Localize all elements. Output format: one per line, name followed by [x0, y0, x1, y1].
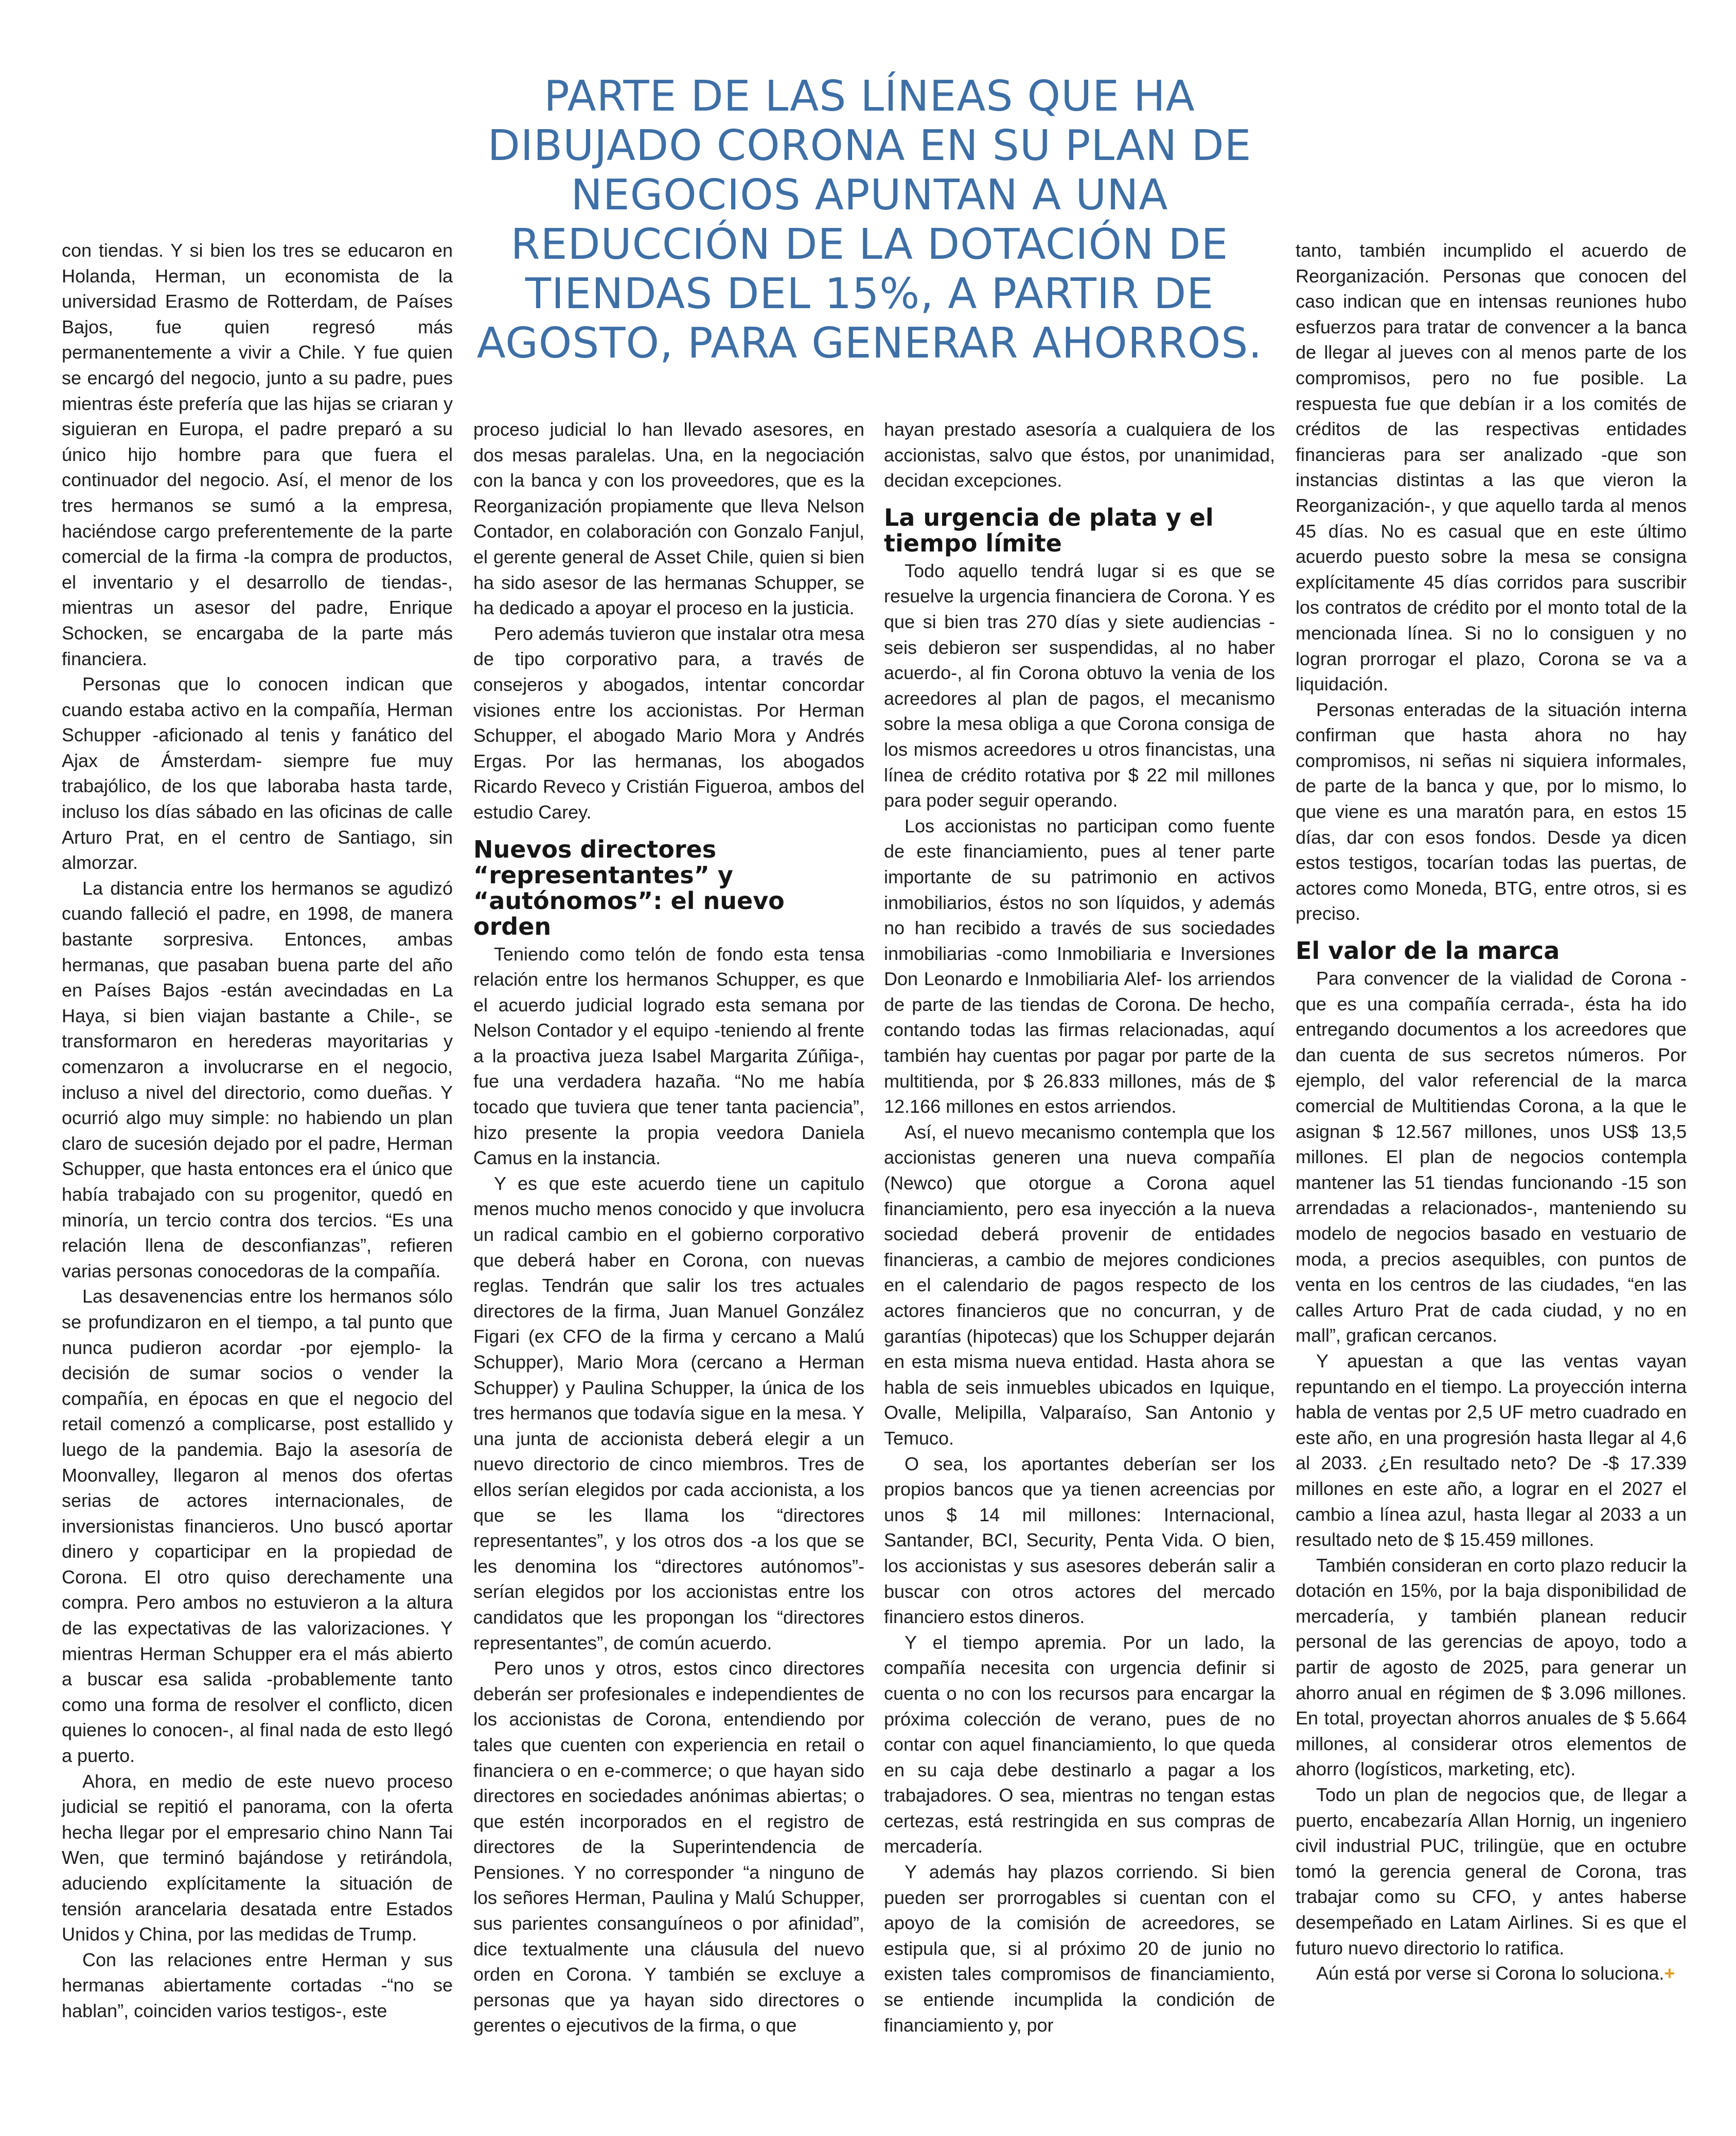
closing-sentence: Aún está por verse si Corona lo soluciona. — [1316, 1963, 1664, 1984]
paragraph: Y es que este acuerdo tiene un capitulo menos mucho menos conocido y que involucra un radical cambio en el gobierno corporativo que deberá haber en Corona, con nuevas reglas. Tendrán que salir los tres actuales directores de la firma, Juan Manuel González Figari (ex CFO de la firma y cercano a Malú Schupper), Mario Mora (cercano a Herman Schupper) y Paulina Schupper, la única de los tres hermanos que todavía sigue en la mesa. Y una junta de accionista deberá elegir a un nuevo directorio de cinco miembros. Tres de ellos serían elegidos por cada accionista, a los que se les llama los “directores representantes”, y los otros dos -a los que se les denomina los “directores autónomos”- serían elegidos por los accionistas entre los candidatos que les propongan los “directores representantes”, de común acuerdo. — [473, 1172, 864, 1653]
article-column-1 — [62, 238, 453, 2024]
paragraph: Y además hay plazos corriendo. Si bien pueden ser prorrogables si cuentan con el apoyo de la comisión de acreedores, se estipula que, si al próximo 20 de junio no existen tales compromisos de financiamiento, se entiende incumplida la condición de financiamiento y, por — [884, 1861, 1275, 2036]
paragraph: Pero unos y otros, estos cinco directores deberán ser profesionales e independientes de los accionistas de Corona, entendiendo por tales que cuenten con experiencia en retail o financiera o en e-commerce; o que hayan sido directores en sociedades anónimas abiertas; o que estén incorporados en el registro de directores de la Superintendencia de Pensiones. Y no corresponder “a ninguno de los señores Herman, Paulina y Malú Schupper, sus parientes consanguíneos o por afinidad”, dice textualmente una cláusula del nuevo orden en Corona. Y también se excluye a personas que ya hayan sido directores o gerentes o ejecutivos de la firma, o que — [473, 1658, 864, 2036]
paragraph: Las desavenencias entre los hermanos sólo se profundizaron en el tiempo, a tal punto que nunca pudieron acordar -por ejemplo- la decisión de sumar socios o vender la compañía, en épocas en que el negocio del retail comenzó a complicarse, post estallido y luego de la pandemia. Bajo la asesoría de Moonvalley, llegaron al menos dos ofertas serias de actores internacionales, de inversionistas financieros. Uno buscó aportar dinero y coparticipar en la propiedad de Corona. El otro quiso derechamente una compra. Pero ambos no estuvieron a la altura de las expectativas de las valorizaciones. Y mientras Herman Schupper era el más abierto a buscar esa salida -probablemente tanto como una forma de resolver el conflicto, dicen quienes lo conocen-, al final nada de esto llegó a puerto. — [62, 1286, 453, 1767]
paragraph: Con las relaciones entre Herman y sus hermanas abiertamente cortadas -“no se hablan”, coinciden varios testigos-, este — [62, 1949, 453, 2021]
subheading-nuevos-directores: Nuevos directores “representantes” y “autónomos”: el nuevo orden — [473, 835, 785, 940]
end-of-article-mark: + — [1664, 1963, 1675, 1984]
paragraph: Personas enteradas de la situación interna confirman que hasta ahora no hay compromisos, ni señas ni siquiera informales, de parte de la banca y que, por lo mismo, lo que viene es una maratón para, en estos 15 días, dar con esos fondos. Desde ya dicen estos testigos, tocarían todas las puertas, de actores como Moneda, BTG, entre otros, si es preciso. — [1296, 699, 1687, 924]
article-column-2 — [473, 417, 864, 2038]
paragraph: Todo aquello tendrá lugar si es que se resuelve la urgencia financiera de Corona. Y es que si bien tras 270 días y siete audiencias -seis debieron ser suspendidas, al no haber acuerdo-, al fin Corona obtuvo la venia de los acreedores al plan de pagos, el mecanismo sobre la mesa obliga a que Corona consiga de los mismos acreedores u otros financistas, una línea de crédito rotativa por $ 22 mil millones para poder seguir operando. — [884, 560, 1275, 811]
paragraph: Todo un plan de negocios que, de llegar a puerto, encabezaría Allan Hornig, un ingeniero civil industrial PUC, trilingüe, que en octubre tomó la gerencia general de Corona, tras trabajar como su CFO, y antes haberse desempeñado en Latam Airlines. Si es que el futuro nuevo directorio lo ratifica. — [1296, 1784, 1687, 1959]
paragraph: Así, el nuevo mecanismo contempla que los accionistas generen una nueva compañía (Newco) que otorgue a Corona aquel financiamiento, pero esa inyección a la nueva sociedad deberá provenir de entidades financieras, a cambio de mejores condiciones en el calendario de pagos respecto de los actores financieros que no concurran, y de garantías (hipotecas) que los Schupper dejarán en esta misma nueva entidad. Hasta ahora se habla de seis inmuebles ubicados en Iquique, Ovalle, Melipilla, Valparaíso, San Antonio y Temuco. — [884, 1121, 1275, 1449]
paragraph: La distancia entre los hermanos se agudizó cuando falleció el padre, en 1998, de manera bastante sorpresiva. Entonces, ambas hermanas, que pasaban buena parte del año en Países Bajos -están avecindadas en La Haya, si bien viajan bastante a Chile-, se transformaron en herederas mayoritarias y comenzaron a involucrarse en el negocio, incluso a nivel del directorio, como dueñas. Y ocurrió algo muy simple: no habiendo un plan claro de sucesión dejado por el padre, Herman Schupper, que hasta entonces era el único que había trabajado con su progenitor, quedó en minoría, un tercio contra dos tercios. “Es una relación llena de desconfianzas”, refieren varias personas conocedoras de la compañía. — [62, 877, 453, 1281]
paragraph: Ahora, en medio de este nuevo proceso judicial se repitió el panorama, con la oferta hecha llegar por el empresario chino Nann Tai Wen, que terminó bajándose y retirándola, aduciendo explícitamente la situación de tensión arancelaria desatada entre Estados Unidos y China, por las medidas de Trump. — [62, 1770, 453, 1945]
paragraph: También consideran en corto plazo reducir la dotación en 15%, por la baja disponibilidad de mercadería, y también planean reducir personal de las gerencias de apoyo, todo a partir de agosto de 2025, para generar un ahorro anual en régimen de $ 3.096 millones. En total, proyectan ahorros anuales de $ 5.664 millones, al considerar otros elementos de ahorro (logísticos, marketing, etc). — [1296, 1554, 1687, 1780]
paragraph: hayan prestado asesoría a cualquiera de los accionistas, salvo que éstos, por unanimidad, decidan excepciones. — [884, 419, 1275, 491]
paragraph: Personas que lo conocen indican que cuando estaba activo en la compañía, Herman Schupper -aficionado al tenis y fanático del Ajax de Ámsterdam- siempre fue muy trabajólico, de los que laboraba hasta tarde, incluso los días sábado en las oficinas de calle Arturo Prat, en el centro de Santiago, sin almorzar. — [62, 673, 453, 874]
article-column-3 — [884, 417, 1275, 2038]
paragraph: Pero además tuvieron que instalar otra mesa de tipo corporativo para, a través de consejeros y abogados, intentar concordar visiones entre los accionistas. Por Herman Schupper, el abogado Mario Mora y Andrés Ergas. Por las hermanas, los abogados Ricardo Reveco y Cristián Figueroa, ambos del estudio Carey. — [473, 622, 864, 823]
subheading-urgencia-de-plata: La urgencia de plata y el tiempo límite — [884, 503, 1214, 557]
paragraph: Para convencer de la vialidad de Corona -que es una compañía cerrada-, ésta ha ido entregando documentos a los acreedores que dan cuenta de sus secretos números. Por ejemplo, del valor referencial de la marca comercial de Multitiendas Corona, a la que le asignan $ 12.567 millones, unos US$ 13,5 millones. El plan de negocios contempla mantener las 51 tiendas funcionando -15 son arrendadas a relacionados-, manteniendo su modelo de negocios basado en vestuario de moda, a precios asequibles, con puntos de venta en los centros de las ciudades, “en las calles Arturo Prat de cada ciudad, y no en mall”, grafican cercanos. — [1296, 968, 1687, 1346]
paragraph: Teniendo como telón de fondo esta tensa relación entre los hermanos Schupper, es que el acuerdo judicial logrado esta semana por Nelson Contador y el equipo -teniendo al frente a la proactiva jueza Isabel Margarita Zúñiga-, fue una verdadera hazaña. “No me había tocado que tuviera que tener tanta paciencia”, hizo presente la propia veedora Daniela Camus en la instancia. — [473, 943, 864, 1169]
paragraph: con tiendas. Y si bien los tres se educaron en Holanda, Herman, un economista de la universidad Erasmo de Rotterdam, de Países Bajos, fue quien regresó más permanentemente a vivir a Chile. Y fue quien se encargó del negocio, junto a su padre, pues mientras éste prefería que las hijas se criaran y siguieran en Europa, el padre preparó a su único hijo hombre para que fuera el continuador del negocio. Así, el menor de los tres hermanos se sumó a la empresa, haciéndose cargo preferentemente de la parte comercial de la firma -la compra de productos, el inventario y el desarrollo de tiendas-, mientras un asesor del padre, Enrique Schocken, se encargaba de la parte más financiera. — [62, 240, 453, 669]
article-column-4 — [1296, 238, 1687, 1986]
paragraph: Y el tiempo apremia. Por un lado, la compañía necesita con urgencia definir si cuenta o no con los recursos para encargar la próxima colección de verano, pues de no contar con aquel financiamiento, lo que queda en su caja debe destinarlo a pagar a los trabajadores. O sea, mientras no tengan estas certezas, está restringida en sus compras de mercadería. — [884, 1631, 1275, 1857]
paragraph: O sea, los aportantes deberían ser los propios bancos que ya tienen acreencias por unos $ 14 mil millones: Internacional, Santander, BCI, Security, Penta Vida. O bien, los accionistas y sus asesores deberán salir a buscar con otros actores del mercado financiero estos dineros. — [884, 1453, 1275, 1628]
pull-quote: PARTE DE LAS LÍNEAS QUE HA DIBUJADO CORONA EN SU PLAN DE NEGOCIOS APUNTAN A UNA REDUCCIÓN DE LA DOTACIÓN DE TIENDAS DEL 15%, A PARTIR DE AGOSTO, PARA GENERAR AHORROS. — [476, 72, 1263, 368]
paragraph: Los accionistas no participan como fuente de este financiamiento, pues al tener parte importante de su patrimonio en activos inmobiliarios, éstos no son líquidos, y además no han recibido a través de sus sociedades inmobiliarias -como Inmobiliaria e Inversiones Don Leonardo e Inmobiliaria Alef- los arriendos de parte de las tiendas de Corona. De hecho, contando todas las firmas relacionadas, aquí también hay cuentas por pagar por parte de la multitienda, por $ 26.833 millones, más de $ 12.166 millones en estos arriendos. — [884, 815, 1275, 1117]
paragraph: proceso judicial lo han llevado asesores, en dos mesas paralelas. Una, en la negociación con la banca y con los proveedores, que es la Reorganización propiamente que lleva Nelson Contador, en colaboración con Gonzalo Fanjul, el gerente general de Asset Chile, quien si bien ha sido asesor de las hermanas Schupper, se ha dedicado a apoyar el proceso en la justicia. — [473, 419, 864, 619]
paragraph: Y apuestan a que las ventas vayan repuntando en el tiempo. La proyección interna habla de ventas por 2,5 UF metro cuadrado en este año, en una progresión hasta llegar al 4,6 al 2033. ¿En resultado neto? De -$ 17.339 millones en este año, a lograr en el 2027 el cambio a línea azul, hasta llegar al 2033 a un resultado neto de $ 15.459 millones. — [1296, 1350, 1687, 1551]
subheading-valor-de-la-marca: El valor de la marca — [1296, 937, 1560, 965]
final-paragraph — [1296, 1961, 1687, 1986]
paragraph: tanto, también incumplido el acuerdo de Reorganización. Personas que conocen del caso indican que en intensas reuniones hubo esfuerzos para tratar de convencer a la banca de llegar al jueves con al menos parte de los compromisos, pero no fue posible. La respuesta fue que debían ir a los comités de créditos de las respectivas entidades financieras para ser analizado -que son instancias distintas a las que vieron la Reorganización-, y que aquello tarda al menos 45 días. No es casual que en este último acuerdo puesto sobre la mesa se consigna explícitamente 45 días corridos para suscribir los contratos de crédito por el monto total de la mencionada línea. Si no lo consiguen y no logran prorrogar el plazo, Corona se va a liquidación. — [1296, 240, 1687, 695]
